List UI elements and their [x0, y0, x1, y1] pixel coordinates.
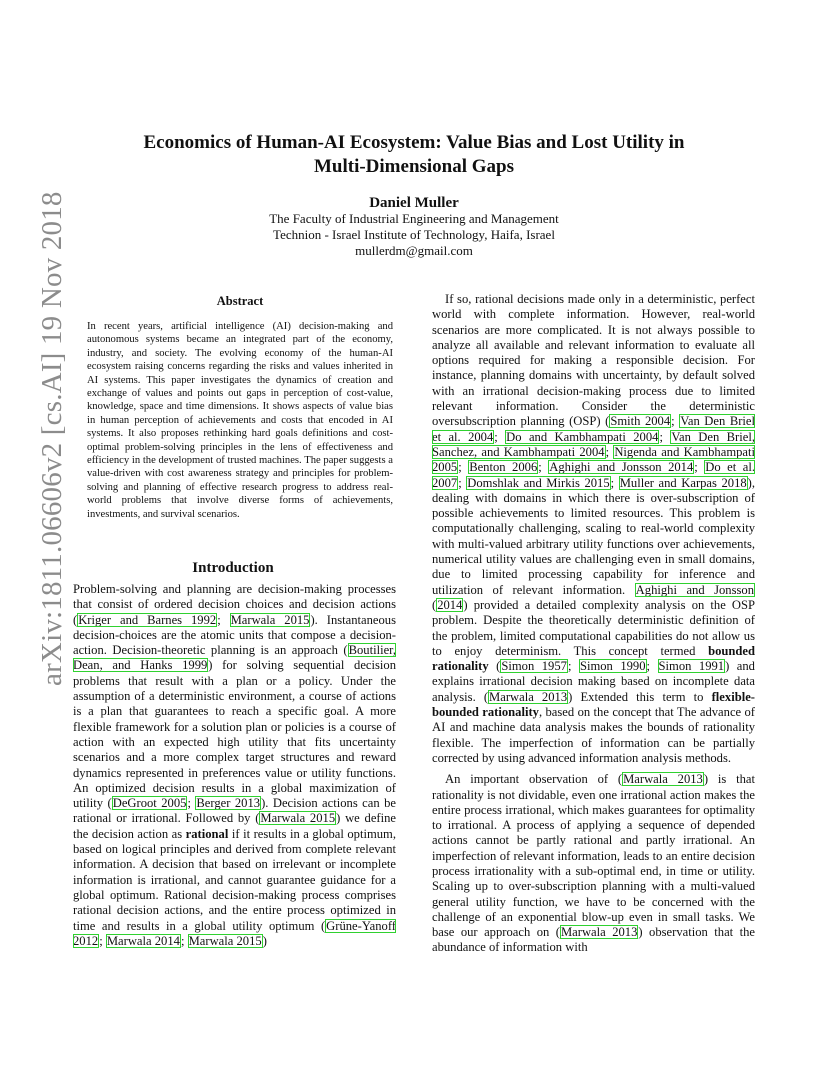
citation-link[interactable]: Smith 2004 — [610, 414, 671, 429]
citation-link[interactable]: Marwala 2013 — [623, 772, 703, 787]
citation-link[interactable]: Kriger and Barnes 1992 — [78, 612, 217, 627]
intro-paragraph-1: Problem-solving and planning are decision-making processes that consist of ordered decision choices and decision actions (Kriger and Barnes 1992; Marwala 2015). Instantaneous decision-choices are the atomic units that compose a decision-action. Decision-theoretic planning is an approach (Boutilier, Dean, and Hanks 1999) for solving sequential decision problems that result with a plan or a policy. Under the assumption of a deterministic environment, a course of actions is a plan that guarantees to reach a specific goal. A more flexible framework for a solution plan or policies is a course of action with an expected high utility that fits uncertainty scenarios and a more complex target structures and reward dynamics represented in preferences value or utility functions. An optimized decision results in a global maximization of utility (DeGroot 2005; Berger 2013). Decision actions can be rational or irrational. Followed by (Marwala 2015) we define the decision action as rational if it results in a global optimum, based on logical principles and derived from complete relevant information. A decision that based on irrelevant or incomplete information is irrational, and cannot guarantee guidance for a global optimum. Rational decision-making process comprises rational decision actions, and the entire process optimized in time and results in a global utility optimum (Grüne-Yanoff 2012; Marwala 2014; Marwala 2015) — [73, 582, 396, 948]
citation-link[interactable]: 2014 — [437, 597, 463, 612]
citation-link[interactable]: Aghighi and Jonsson — [635, 582, 754, 597]
citation-link[interactable]: Aghighi and Jonsson 2014 — [549, 460, 694, 475]
citation-link[interactable]: Van Den Briel et al. 2004 — [432, 414, 756, 444]
author-email[interactable]: mullerdm@gmail.com — [355, 243, 473, 258]
citation-link[interactable]: Domshlak and Mirkis 2015 — [467, 475, 610, 490]
intro-paragraph-2: If so, rational decisions made only in a deterministic, perfect world with complete information. However, real-world scenarios are more complicated. It is not always possible to analyze all available and relevant information to evaluate all options required for making a responsible decision. For instance, planning domains with uncertainty, by default solved with an irrational decision-making process due to limited relevant information. Consider the deterministic oversubscription planning (OSP) (Smith 2004; Van Den Briel et al. 2004; Do and Kambhampati 2004; Van Den Briel, Sanchez, and Kambhampati 2004; Nigenda and Kambhampati 2005; Benton 2006; Aghighi and Jonsson 2014; Do et al. 2007; Domshlak and Mirkis 2015; Muller and Karpas 2018), dealing with domains in which there is over-subscription of possible achievements to limited resources. This problem is computationally challenging, scaling to real-world complexity with multi-valued arbitrary utility functions over achievements, numerical utility values are challenging even in small domains, due to limited processing capability for inference and utilization of relevant information. Aghighi and Jonsson (2014) provided a detailed complexity analysis on the OSP problem. Despite the theoretically deterministic definition of the problem, limited computational capabilities do not allow us to enjoy determinism. This concept termed bounded rationality (Simon 1957; Simon 1990; Simon 1991) and explains irrational decision making based on incomplete data analysis. (Marwala 2013) Extended this term to flexible-bounded rationality, based on the concept that The advance of AI and machine data analysis makes the bounds of rationality flexible. The imperfection of information can be partially corrected by using advanced information analysis methods. — [432, 292, 756, 765]
citation-link[interactable]: Do et al. 2007 — [432, 460, 755, 490]
citation-link[interactable]: Boutilier, Dean, and Hanks 1999 — [73, 643, 396, 673]
citation-link[interactable]: Van Den Briel, Sanchez, and Kambhampati 2004 — [432, 429, 755, 459]
term-rational: rational — [185, 826, 229, 841]
citation-link[interactable]: Simon 1990 — [579, 659, 646, 674]
citation-link[interactable]: Marwala 2015 — [260, 811, 336, 826]
citation-link[interactable]: Marwala 2013 — [489, 689, 568, 704]
citation-link[interactable]: Simon 1991 — [658, 659, 725, 674]
citation-link[interactable]: DeGroot 2005 — [112, 796, 187, 811]
affiliation-institution: Technion - Israel Institute of Technology, Haifa, Israel — [273, 227, 555, 242]
term-flexible-bounded-rationality: flexible-bounded rationality — [432, 689, 755, 720]
citation-link[interactable]: Marwala 2014 — [106, 933, 180, 948]
citation-link[interactable]: Muller and Karpas 2018 — [619, 475, 747, 490]
citation-link[interactable]: Simon 1957 — [501, 659, 567, 674]
introduction-heading: Introduction — [192, 560, 274, 576]
author-name: Daniel Muller — [369, 195, 459, 211]
right-column-body — [432, 292, 755, 1052]
citation-link[interactable]: Marwala 2013 — [560, 925, 638, 940]
intro-paragraph-3: An important observation of (Marwala 2013) is that rationality is not dividable, even one irrational action makes the entire process irrational, which makes guarantees for optimality to irrational. A process of applying a sequence of depended actions cannot be partly rational and partly irrational. An imperfection of relevant information, leads to an entire decision process irrationality with a sub-optimal end, in time or utility. Scaling up to over-subscription planning with a multi-valued general utility function, we have to be concerned with the challenge of an exponential blow-up even in small tasks. We base our approach on (Marwala 2013) observation that the abundance of information with — [432, 772, 756, 955]
title-line-1: Economics of Human-AI Ecosystem: Value Bias and Lost Utility in — [143, 132, 685, 153]
citation-link[interactable]: Marwala 2015 — [230, 612, 310, 627]
citation-link[interactable]: Berger 2013 — [196, 796, 261, 811]
title-line-2: Multi-Dimensional Gaps — [313, 156, 515, 177]
affiliation-faculty: The Faculty of Industrial Engineering and Management — [269, 211, 559, 226]
citation-link[interactable]: Nigenda and Kambhampati 2005 — [432, 444, 755, 475]
citation-link[interactable]: Benton 2006 — [469, 460, 538, 475]
abstract-heading: Abstract — [216, 294, 264, 308]
term-bounded-rationality: bounded rationality — [432, 643, 755, 674]
paper-title — [80, 131, 748, 179]
arxiv-identifier[interactable]: arXiv:1811.06606v2 [cs.AI] 19 Nov 2018 — [36, 191, 68, 686]
citation-link[interactable]: Grüne-Yanoff 2012 — [73, 918, 396, 948]
author-affiliation — [80, 211, 748, 259]
citation-link[interactable]: Marwala 2015 — [188, 933, 262, 948]
abstract-text: In recent years, artificial intelligence (AI) decision-making and autonomous systems became an integrated part of the economy, industry, and society. The evolving economy of the human-AI ecosystem raising concerns regarding the risks and values inherited in AI systems. This paper investigates the dynamics of creation and exchange of values and points out gaps in perception of cost-value, knowledge, space and time dimensions. It shows aspects of value bias in human perception of achievements and costs that encoded in AI systems. It also proposes rethinking hard goals definitions and cost-optimal problem-solving principles in the lens of effectiveness and efficiency in the development of trusted machines. The paper suggests a value-driven with cost awareness strategy and principles for problem-solving and planning of effective research progress to address real-world problems that involve diverse forms of achievements, investments, and survival scenarios. — [87, 321, 393, 520]
citation-link[interactable]: Do and Kambhampati 2004 — [506, 429, 659, 444]
left-column-body — [73, 582, 396, 1052]
